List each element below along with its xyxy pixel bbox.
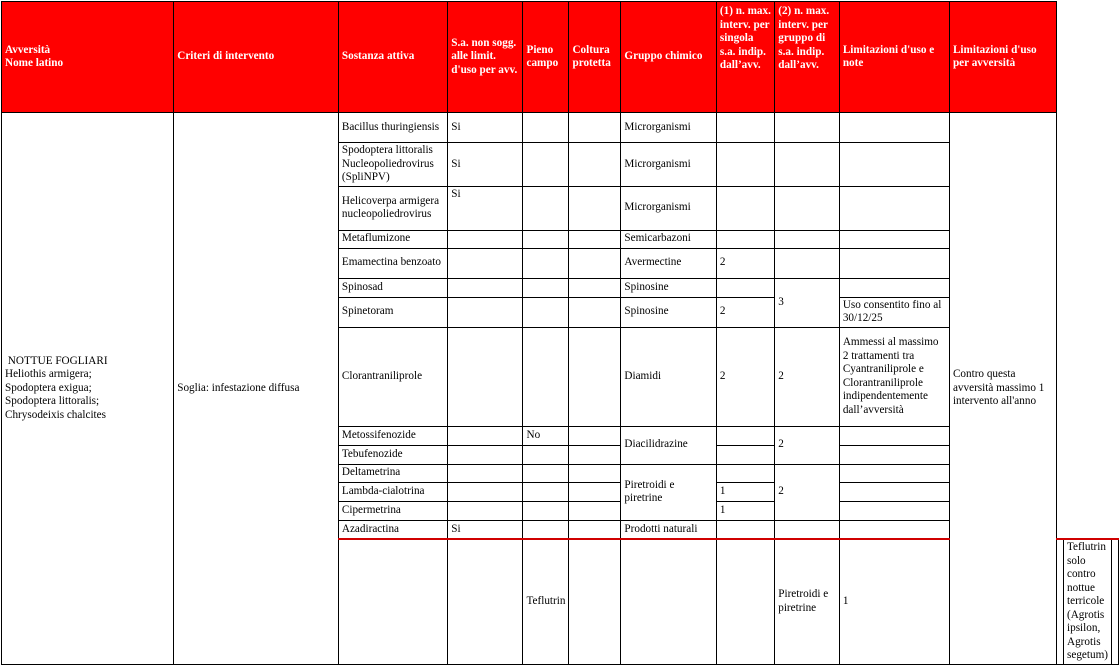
gruppo-cell: Avermectine [621, 248, 717, 278]
sostanza-cell: Spinetoram [338, 297, 447, 327]
gruppo-cell: Piretroidi e piretrine [775, 539, 840, 664]
max-singola-cell: 2 [716, 327, 774, 426]
sostanza-cell: Lambda-cialotrina [338, 482, 447, 501]
pieno-campo-cell: No [523, 426, 569, 445]
header-limitazioni-avv: Limitazioni d'uso per avversità [949, 2, 1056, 113]
gruppo-cell: Microrganismi [621, 143, 717, 187]
gruppo-cell: Diamidi [621, 327, 717, 426]
sostanza-cell: Tebufenozide [338, 445, 447, 464]
header-sostanza: Sostanza attiva [338, 2, 447, 113]
pesticide-table [1, 1, 1119, 665]
sa-cell: Si [448, 143, 523, 187]
header-criteri: Criteri di intervento [174, 2, 339, 113]
gruppo-cell: Semicarbazoni [621, 230, 717, 248]
sa-cell: Si [448, 520, 523, 539]
limitazioni-avv-cell: Contro questa avversità massimo 1 intervento all'anno [949, 113, 1056, 665]
header-row [2, 2, 1119, 113]
header-limitazioni-uso: Limitazioni d'uso e note [839, 2, 949, 113]
max-gruppo-cell: 2 [775, 426, 840, 464]
header-coltura-protetta: Coltura protetta [569, 2, 621, 113]
max-singola-cell: 1 [716, 501, 774, 520]
sostanza-cell: Deltametrina [338, 464, 447, 482]
header-gruppo-chimico: Gruppo chimico [621, 2, 717, 113]
sa-cell: Si [448, 113, 523, 143]
max-gruppo-cell: 2 [775, 327, 840, 426]
sostanza-cell: Metaflumizone [338, 230, 447, 248]
sostanza-cell: Bacillus thuringiensis [338, 113, 447, 143]
max-singola-cell: 2 [716, 297, 774, 327]
sostanza-cell: Teflutrin [523, 539, 569, 664]
header-max-gruppo: (2) n. max. interv. per gruppo di s.a. indip. dall’avv. [775, 2, 840, 113]
gruppo-cell: Piretroidi e piretrine [621, 464, 717, 520]
sostanza-cell: Clorantraniliprole [338, 327, 447, 426]
header-avversita: Avversità Nome latino [2, 2, 174, 113]
sostanza-cell: Spodoptera littoralis Nucleopoliedrovirus (SpliNPV) [338, 143, 447, 187]
header-pieno-campo: Pieno campo [523, 2, 569, 113]
note-cell: Uso consentito fino al 30/12/25 [839, 297, 949, 327]
max-gruppo-cell: 3 [775, 278, 840, 327]
criteri-cell: Soglia: infestazione diffusa [174, 113, 339, 665]
gruppo-cell: Diacilidrazine [621, 426, 717, 464]
max-singola-cell: 1 [716, 482, 774, 501]
max-gruppo-cell: 2 [775, 464, 840, 520]
gruppo-cell: Microrganismi [621, 113, 717, 143]
header-sa-non-sogg: S.a. non sogg. alle limit. d'uso per avv. [448, 2, 523, 113]
gruppo-cell: Spinosine [621, 278, 717, 297]
max-singola-cell: 1 [839, 539, 949, 664]
gruppo-cell: Microrganismi [621, 186, 717, 230]
gruppo-cell: Spinosine [621, 297, 717, 327]
note-cell: Teflutrin solo contro nottue terricole (Agrotis ipsilon, Agrotis segetum) [1064, 539, 1112, 664]
gruppo-cell: Prodotti naturali [621, 520, 717, 539]
sostanza-cell: Metossifenozide [338, 426, 447, 445]
table-row [2, 113, 1119, 143]
note-cell: Ammessi al massimo 2 trattamenti tra Cyantraniliprole e Clorantraniliprole indipendentemente dall’avversità [839, 327, 949, 426]
sostanza-cell: Emamectina benzoato [338, 248, 447, 278]
sostanza-cell: Azadiractina [338, 520, 447, 539]
sostanza-cell: Spinosad [338, 278, 447, 297]
header-max-singola: (1) n. max. interv. per singola s.a. indip. dall’avv. [716, 2, 774, 113]
avversita-cell: NOTTUE FOGLIARI Heliothis armigera; Spodoptera exigua; Spodoptera littoralis; Chrysodeixis chalcites [2, 113, 174, 665]
max-singola-cell: 2 [716, 248, 774, 278]
sostanza-cell: Cipermetrina [338, 501, 447, 520]
sa-cell: Si [448, 186, 523, 230]
sostanza-cell: Helicoverpa armigera nucleopoliedrovirus [338, 186, 447, 230]
